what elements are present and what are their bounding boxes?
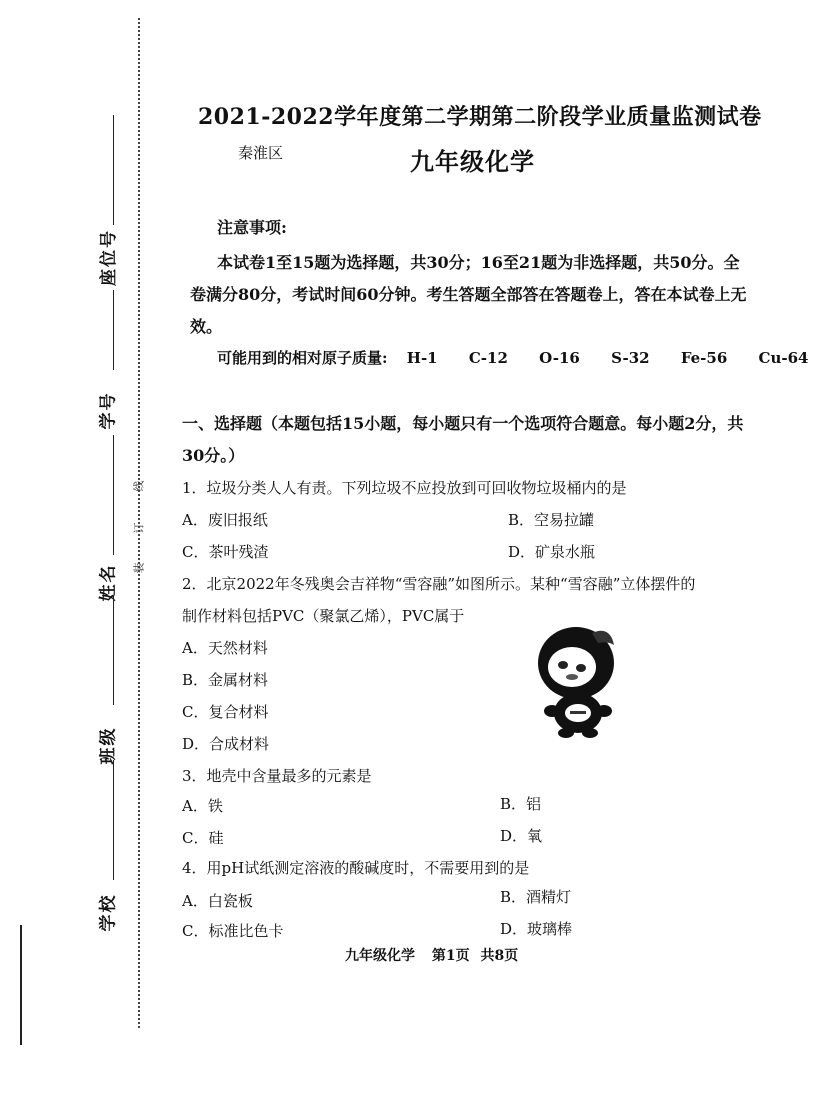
question-4-option-c: C．标准比色卡: [182, 922, 284, 940]
student-id-label: 学号: [98, 391, 119, 430]
exam-title: 2021-2022学年度第二学期第二阶段学业质量监测试卷: [198, 104, 762, 130]
class-line: [113, 595, 114, 705]
seat-number-line: [113, 115, 114, 225]
section-heading: 一、选择题（本题包括15小题，每小题只有一个选项符合题意。每小题2分，共30分。）: [182, 414, 744, 465]
student-id-line: [113, 290, 114, 370]
question-4-option-a: A．白瓷板: [182, 892, 253, 910]
question-2-stem-line1: 2．北京2022年冬残奥会吉祥物“雪容融”如图所示。某种“雪容融”立体摆件的: [182, 575, 696, 593]
school-label: 学校: [98, 893, 119, 932]
name-label: 姓名: [98, 563, 119, 602]
question-1-option-c: C．茶叶残渣: [182, 543, 269, 561]
question-1-option-b: B．空易拉罐: [508, 511, 595, 529]
subject-title: 九年级化学: [410, 147, 535, 176]
mass-c: C-12: [468, 349, 508, 367]
question-3-option-a: A．铁: [182, 797, 223, 815]
mascot-image: [532, 615, 624, 740]
district-label: 秦淮区: [238, 144, 284, 162]
question-3-option-b: B．铝: [500, 795, 542, 813]
seat-number-label: 座位号: [99, 229, 119, 286]
atomic-masses-label: 可能用到的相对原子质量:: [217, 349, 388, 367]
question-2-option-b: B．金属材料: [182, 671, 269, 689]
question-1-option-d: D．矿泉水瓶: [508, 543, 596, 561]
footer-total: 共8页: [480, 948, 519, 964]
question-3-stem: 3．地壳中含量最多的元素是: [182, 767, 372, 785]
question-4-option-b: B．酒精灯: [500, 888, 572, 906]
question-3-option-c: C．硅: [182, 829, 224, 847]
mass-fe: Fe-56: [680, 349, 728, 367]
class-label: 班级: [98, 726, 119, 765]
mass-o: O-16: [539, 349, 580, 367]
question-4-stem: 4．用pH试纸测定溶液的酸碱度时，不需要用到的是: [182, 859, 530, 877]
question-1-stem: 1．垃圾分类人人有责。下列垃圾不应投放到可回收物垃圾桶内的是: [182, 479, 627, 497]
name-line: [113, 435, 114, 555]
question-2-option-a: A．天然材料: [182, 639, 268, 657]
atomic-masses: [217, 347, 834, 368]
mass-cu: Cu-64: [758, 349, 809, 367]
footer-subject: 九年级化学: [345, 948, 415, 964]
binding-mark-zhuang: 装: [132, 562, 146, 574]
page-footer: [345, 945, 524, 965]
question-3-option-d: D．氧: [500, 827, 543, 845]
mass-s: S-32: [611, 349, 650, 367]
school-line: [113, 760, 114, 880]
question-2-option-c: C．复合材料: [182, 703, 269, 721]
mass-h: H-1: [406, 349, 438, 367]
scan-edge-mark: [20, 925, 22, 1045]
question-4-option-d: D．玻璃棒: [500, 920, 573, 938]
question-2-option-d: D．合成材料: [182, 735, 270, 753]
question-2-stem-line2: 制作材料包括PVC（聚氯乙烯），PVC属于: [182, 607, 465, 625]
notice-body: 本试卷1至15题为选择题，共30分；16至21题为非选择题，共50分。全卷满分80分，考试时间60分钟。考生答题全部答在答题卷上，答在本试卷上无效。: [190, 253, 747, 336]
binding-mark-xian: 线: [132, 480, 146, 492]
question-1-option-a: A．废旧报纸: [182, 511, 268, 529]
notice-heading: 注意事项:: [217, 218, 287, 237]
footer-page: 第1页: [431, 948, 470, 964]
binding-mark-ding: 订: [132, 522, 146, 534]
